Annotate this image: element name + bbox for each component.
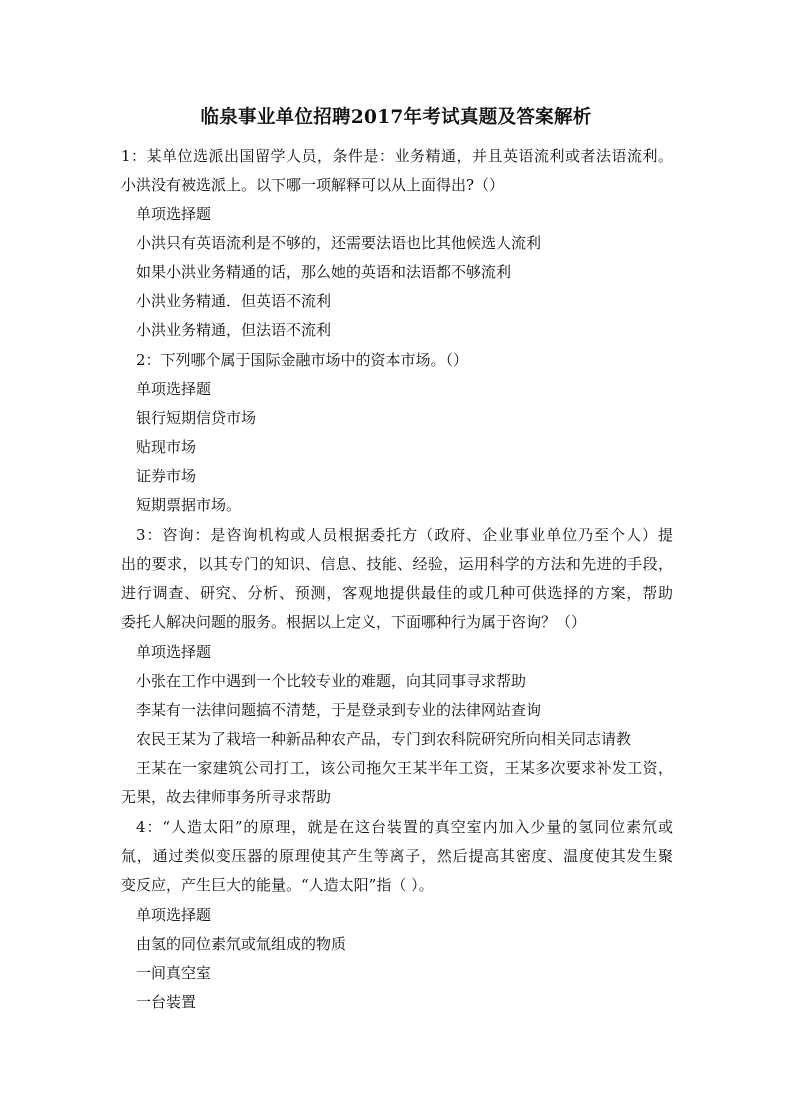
question-4-stem-line-2: 氚，通过类似变压器的原理使其产生等离子，然后提高其密度、温度使其发生聚 bbox=[121, 847, 673, 865]
question-1-stem-line-2: 小洪没有被选派上。以下哪一项解释可以从上面得出?（） bbox=[121, 176, 505, 194]
question-3-stem-line-1: 3：咨询：是咨询机构或人员根据委托方（政府、企业事业单位乃至个人）提 bbox=[136, 526, 673, 544]
question-3-option-a: 小张在工作中遇到一个比较专业的难题，向其同事寻求帮助 bbox=[136, 672, 527, 690]
question-2-option-b: 贴现市场 bbox=[136, 438, 197, 456]
question-2-stem: 2：下列哪个属于国际金融市场中的资本市场。（） bbox=[136, 351, 469, 369]
question-3-option-b: 李某有一法律问题搞不清楚，于是登录到专业的法律网站查询 bbox=[136, 701, 542, 719]
question-2-option-a: 银行短期信贷市场 bbox=[136, 409, 257, 427]
question-1-option-d: 小洪业务精通，但法语不流利 bbox=[136, 321, 332, 339]
question-2-option-c: 证券市场 bbox=[136, 467, 197, 485]
question-4-option-c: 一台装置 bbox=[136, 993, 197, 1011]
question-1-type: 单项选择题 bbox=[136, 205, 212, 223]
question-3-stem-line-3: 进行调查、研究、分析、预测，客观地提供最佳的或几种可供选择的方案，帮助 bbox=[121, 584, 673, 602]
question-3-option-c: 农民王某为了栽培一种新品种农产品，专门到农科院研究所向相关同志请教 bbox=[136, 730, 632, 748]
question-1-option-c: 小洪业务精通．但英语不流利 bbox=[136, 292, 332, 310]
question-2-option-d: 短期票据市场。 bbox=[136, 496, 242, 514]
question-3-option-d-line-2: 无果，故去律师事务所寻求帮助 bbox=[121, 788, 332, 806]
question-3-type: 单项选择题 bbox=[136, 643, 212, 661]
page-title: 临泉事业单位招聘2017年考试真题及答案解析 bbox=[200, 107, 592, 128]
question-4-option-a: 由氢的同位素氘或氚组成的物质 bbox=[136, 935, 347, 953]
question-4-option-b: 一间真空室 bbox=[136, 964, 212, 982]
question-2-type: 单项选择题 bbox=[136, 380, 212, 398]
question-3-option-d-line-1: 王某在一家建筑公司打工，该公司拖欠王某半年工资，王某多次要求补发工资， bbox=[136, 759, 673, 777]
question-1-option-b: 如果小洪业务精通的话，那么她的英语和法语都不够流利 bbox=[136, 263, 512, 281]
question-4-type: 单项选择题 bbox=[136, 906, 212, 924]
question-4-stem-line-3: 变反应，产生巨大的能量。“人造太阳”指（ ）。 bbox=[121, 876, 434, 894]
question-4-stem-line-1: 4：“人造太阳”的原理，就是在这台装置的真空室内加入少量的氢同位素氘或 bbox=[136, 818, 673, 836]
question-1-option-a: 小洪只有英语流利是不够的，还需要法语也比其他候选人流利 bbox=[136, 234, 542, 252]
question-3-stem-line-2: 出的要求，以其专门的知识、信息、技能、经验，运用科学的方法和先进的手段， bbox=[121, 555, 673, 573]
question-1-stem-line-1: 1：某单位选派出国留学人员，条件是：业务精通，并且英语流利或者法语流利。 bbox=[121, 147, 673, 165]
question-3-stem-line-4: 委托人解决问题的服务。根据以上定义，下面哪种行为属于咨询？（） bbox=[121, 613, 587, 631]
